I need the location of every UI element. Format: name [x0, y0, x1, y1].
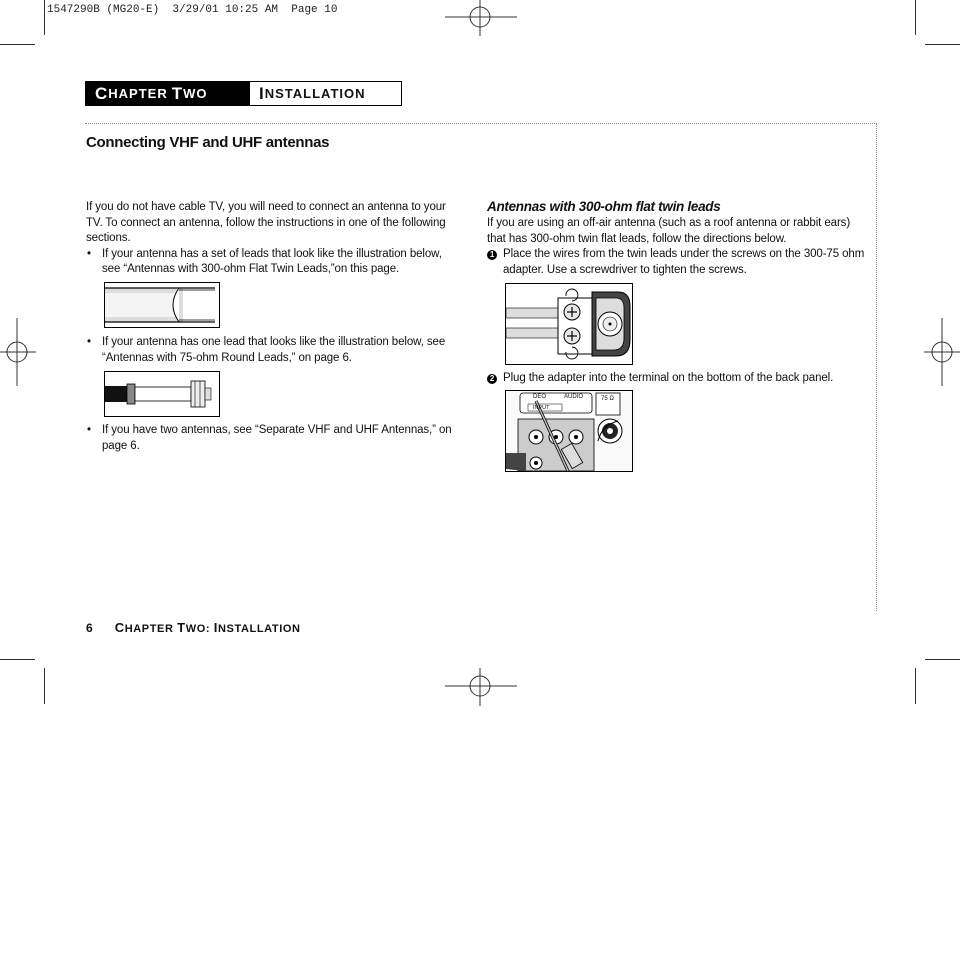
step-2: 2 Plug the adapter into the terminal on the bottom of the back panel.	[487, 371, 867, 387]
panel-label-input: INPUT	[533, 405, 550, 411]
right-column	[487, 216, 867, 278]
adapter-illustration	[505, 283, 633, 365]
right-intro: If you are using an off-air antenna (such as a roof antenna or rabbit ears) that has 300-ohm twin flat leads, follow the directions below.	[487, 217, 851, 245]
bullet-item: • If you have two antennas, see “Separate VHF and UHF Antennas,” on page 6.	[86, 423, 458, 454]
registration-mark-left	[0, 318, 36, 386]
page-number: 6	[86, 621, 93, 635]
chapter-label: C HAPTER T WO	[86, 82, 250, 105]
twin-lead-illustration	[104, 282, 220, 328]
step-1: 1 Place the wires from the twin leads under the screws on the 300-75 ohm adapter. Use a screwdriver to tighten the screws.	[487, 247, 867, 278]
step-number: 1	[487, 250, 497, 260]
back-panel-illustration	[505, 390, 633, 472]
registration-mark-top	[445, 0, 517, 36]
footer-chapter-label: CHAPTER TWO: INSTALLATION	[114, 620, 301, 635]
coax-lead-illustration	[104, 371, 220, 417]
chapter-topic: I NSTALLATION	[259, 83, 366, 103]
left-column	[86, 200, 458, 278]
print-slug: 1547290B (MG20-E) 3/29/01 10:25 AM Page 10	[47, 4, 338, 16]
bullet-item: • If your antenna has a set of leads that look like the illustration below, see “Antennas with 300-ohm Flat Twin Leads,”on this page.	[86, 247, 458, 278]
dotted-rule-top	[85, 123, 877, 124]
left-column-2	[86, 335, 458, 366]
registration-mark-right	[924, 318, 960, 386]
panel-label-video: DEO	[533, 394, 547, 400]
step-number: 2	[487, 374, 497, 384]
dotted-rule-right	[876, 123, 877, 611]
right-column-2	[487, 371, 867, 387]
left-column-3	[86, 423, 458, 454]
section-title: Connecting VHF and UHF antennas	[86, 134, 330, 151]
subsection-title: Antennas with 300-ohm flat twin leads	[487, 199, 721, 214]
intro-paragraph: If you do not have cable TV, you will need to connect an antenna to your TV. To connect an antenna, follow the instructions in one of the following sections.	[86, 201, 446, 245]
panel-label-audio: AUDIO	[564, 394, 584, 400]
chapter-header	[85, 81, 402, 106]
bullet-item: • If your antenna has one lead that looks like the illustration below, see “Antennas with 75-ohm Round Leads,” on page 6.	[86, 335, 458, 366]
panel-label-ohm: 75 Ω	[601, 396, 614, 402]
page-footer	[86, 620, 301, 635]
registration-mark-bottom	[445, 668, 517, 706]
